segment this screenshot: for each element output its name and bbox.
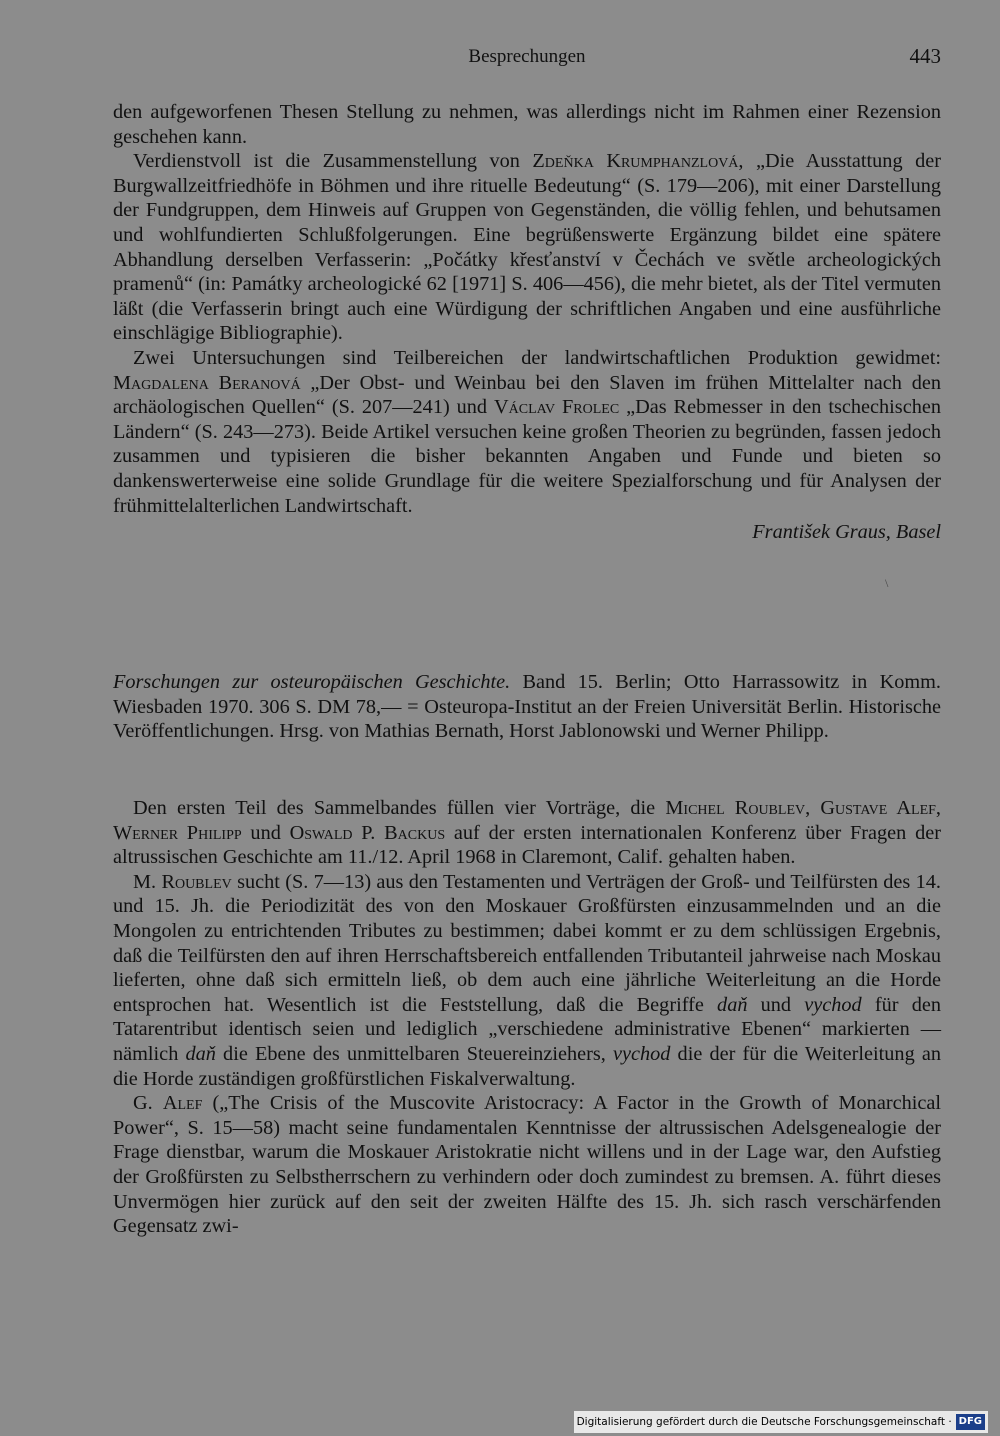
citation: Forschungen zur osteuropäischen Geschichte. Band 15. Berlin; Otto Harrassowitz in Komm. Wiesbaden 1970. 306 S. DM 78,— = Osteuropa-Institut an der Freien Universität Berlin. Historische Veröffentlichungen. Hrsg. von Mathias Bernath, Horst Jablonowski und Werner Philipp. (113, 671, 941, 743)
term: vychod (804, 993, 862, 1016)
dfg-logo[interactable]: DFG (956, 1414, 985, 1430)
term: daň (717, 993, 748, 1016)
author-name: Magdalena Beranová (113, 371, 301, 394)
term: daň (185, 1042, 216, 1065)
author-name: Oswald P. Backus (289, 821, 446, 844)
page-header (113, 44, 941, 74)
review-2-paragraph-3: G. Alef („The Crisis of the Muscovite Aristocracy: A Factor in the Growth of Monarchical Power“, S. 15—58) macht seine fundamentalen Kenntnisse der altrussischen Adelsgenealogie der Frage dienstbar, warum die Moskauer Aristokratie nicht willens und in der Lage war, den Aufstieg der Großfürsten zu Selbstherrschern zu verhindern oder doch zumindest zu bremsen. A. führt dieses Unvermögen hier zurück auf den seit der zweiten Hälfte des 15. Jh. sich rasch verschärfenden Gegensatz zwi- (113, 1092, 941, 1238)
author-name: Alef (162, 1092, 203, 1115)
reviewer-signature: František Graus, Basel (752, 521, 941, 544)
citation-title: Forschungen zur osteuropäischen Geschichte. (113, 671, 511, 693)
author-name: Werner Philipp (113, 821, 242, 844)
author-name: Roublev (161, 870, 232, 893)
review-1-paragraph-3: Zwei Untersuchungen sind Teilbereichen der landwirtschaftlichen Produktion gewidmet: Magdalena Beranová „Der Obst- und Weinbau bei den Slaven im frühen Mittelalter nach den archäologischen Quellen“ (S. 207—241) und Václav Frolec „Das Rebmesser in den tschechischen Ländern“ (S. 243—273). Beide Artikel versuchen keine großen Theorien zu begründen, fassen jedoch zusammen und typisieren die bisher bekannten Angaben und Funde und bieten so dankenswerterweise eine solide Grundlage für die weitere Spezialforschung und für Analysen der frühmittelalterlichen Landwirtschaft. (113, 346, 941, 517)
digitization-footer (574, 1411, 988, 1433)
author-name: Zdeňka Krumphanzlová (532, 150, 739, 173)
review-1-paragraph-1: den aufgeworfenen Thesen Stellung zu nehmen, was allerdings nicht im Rahmen einer Rezension geschehen kann. (113, 101, 941, 148)
author-name: Michel Roublev (665, 797, 806, 819)
funding-note: Digitalisierung gefördert durch die Deutsche Forschungsgemeinschaft · (576, 1416, 952, 1428)
term: vychod (612, 1042, 671, 1065)
page-number: 443 (909, 44, 941, 68)
review-1 (113, 100, 941, 545)
author-name: Václav Frolec (494, 396, 620, 419)
author-name: Gustave Alef (820, 797, 936, 819)
review-2-paragraph-1: Den ersten Teil des Sammelbandes füllen vier Vorträge, die Michel Roublev, Gustave Alef, Werner Philipp und Oswald P. Backus auf der ersten internationalen Konferenz über Fragen der altrussischen Geschichte am 11./12. April 1968 in Claremont, Calif. gehalten haben. (113, 797, 941, 869)
review-2 (113, 796, 941, 1239)
bibliographic-citation (113, 670, 941, 744)
review-1-paragraph-2: Verdienstvoll ist die Zusammenstellung von Zdeňka Krumphanzlová, „Die Ausstattung der Burgwallzeitfriedhöfe in Böhmen und ihre rituelle Bedeutung“ (S. 179—206), mit einer Darstellung der Fundgruppen, dem Hinweis auf Gruppen von Gegenständen, die völlig fehlen, und behutsamen und wohlfundierten Schlußfolgerungen. Eine begrüßenswerte Ergänzung bildet eine spätere Abhandlung derselben Verfasserin: „Počátky křesťanství v Čechách ve světle archeologických pramenů“ (in: Památky archeologické 62 [1971] S. 406—456), die mehr bietet, als der Titel vermuten läßt (die Verfasserin bringt auch eine Würdigung der schriftlichen Angaben und eine ausführliche einschlägige Bibliographie). (113, 150, 941, 345)
review-2-paragraph-2: M. Roublev sucht (S. 7—13) aus den Testamenten und Verträgen der Groß- und Teilfürsten des 14. und 15. Jh. die Periodizität des von den Moskauer Großfürsten einzusammelnden und an die Mongolen zu entrichtenden Tributes zu bestimmen; dabei kommt er zu dem schlüssigen Ergebnis, daß die Teilfürsten den auf ihren Herrschaftsbereich entfallenden Tributanteil jahrweise nach Moskau lieferten, ohne daß sich ermitteln ließ, ob dem auch eine jährliche Weiterleitung an die Horde entsprochen hat. Wesentlich ist die Feststellung, daß die Begriffe daň und vychod für den Tatarentribut identisch seien und lediglich „verschiedene administrative Ebenen“ markierten — nämlich daň die Ebene des unmittelbaren Steuereinziehers, vychod die der für die Weiterleitung an die Horde zuständigen großfürstlichen Fiskalverwaltung. (113, 870, 942, 1090)
margin-mark: \ (885, 576, 889, 590)
running-head: Besprechungen (468, 46, 586, 67)
